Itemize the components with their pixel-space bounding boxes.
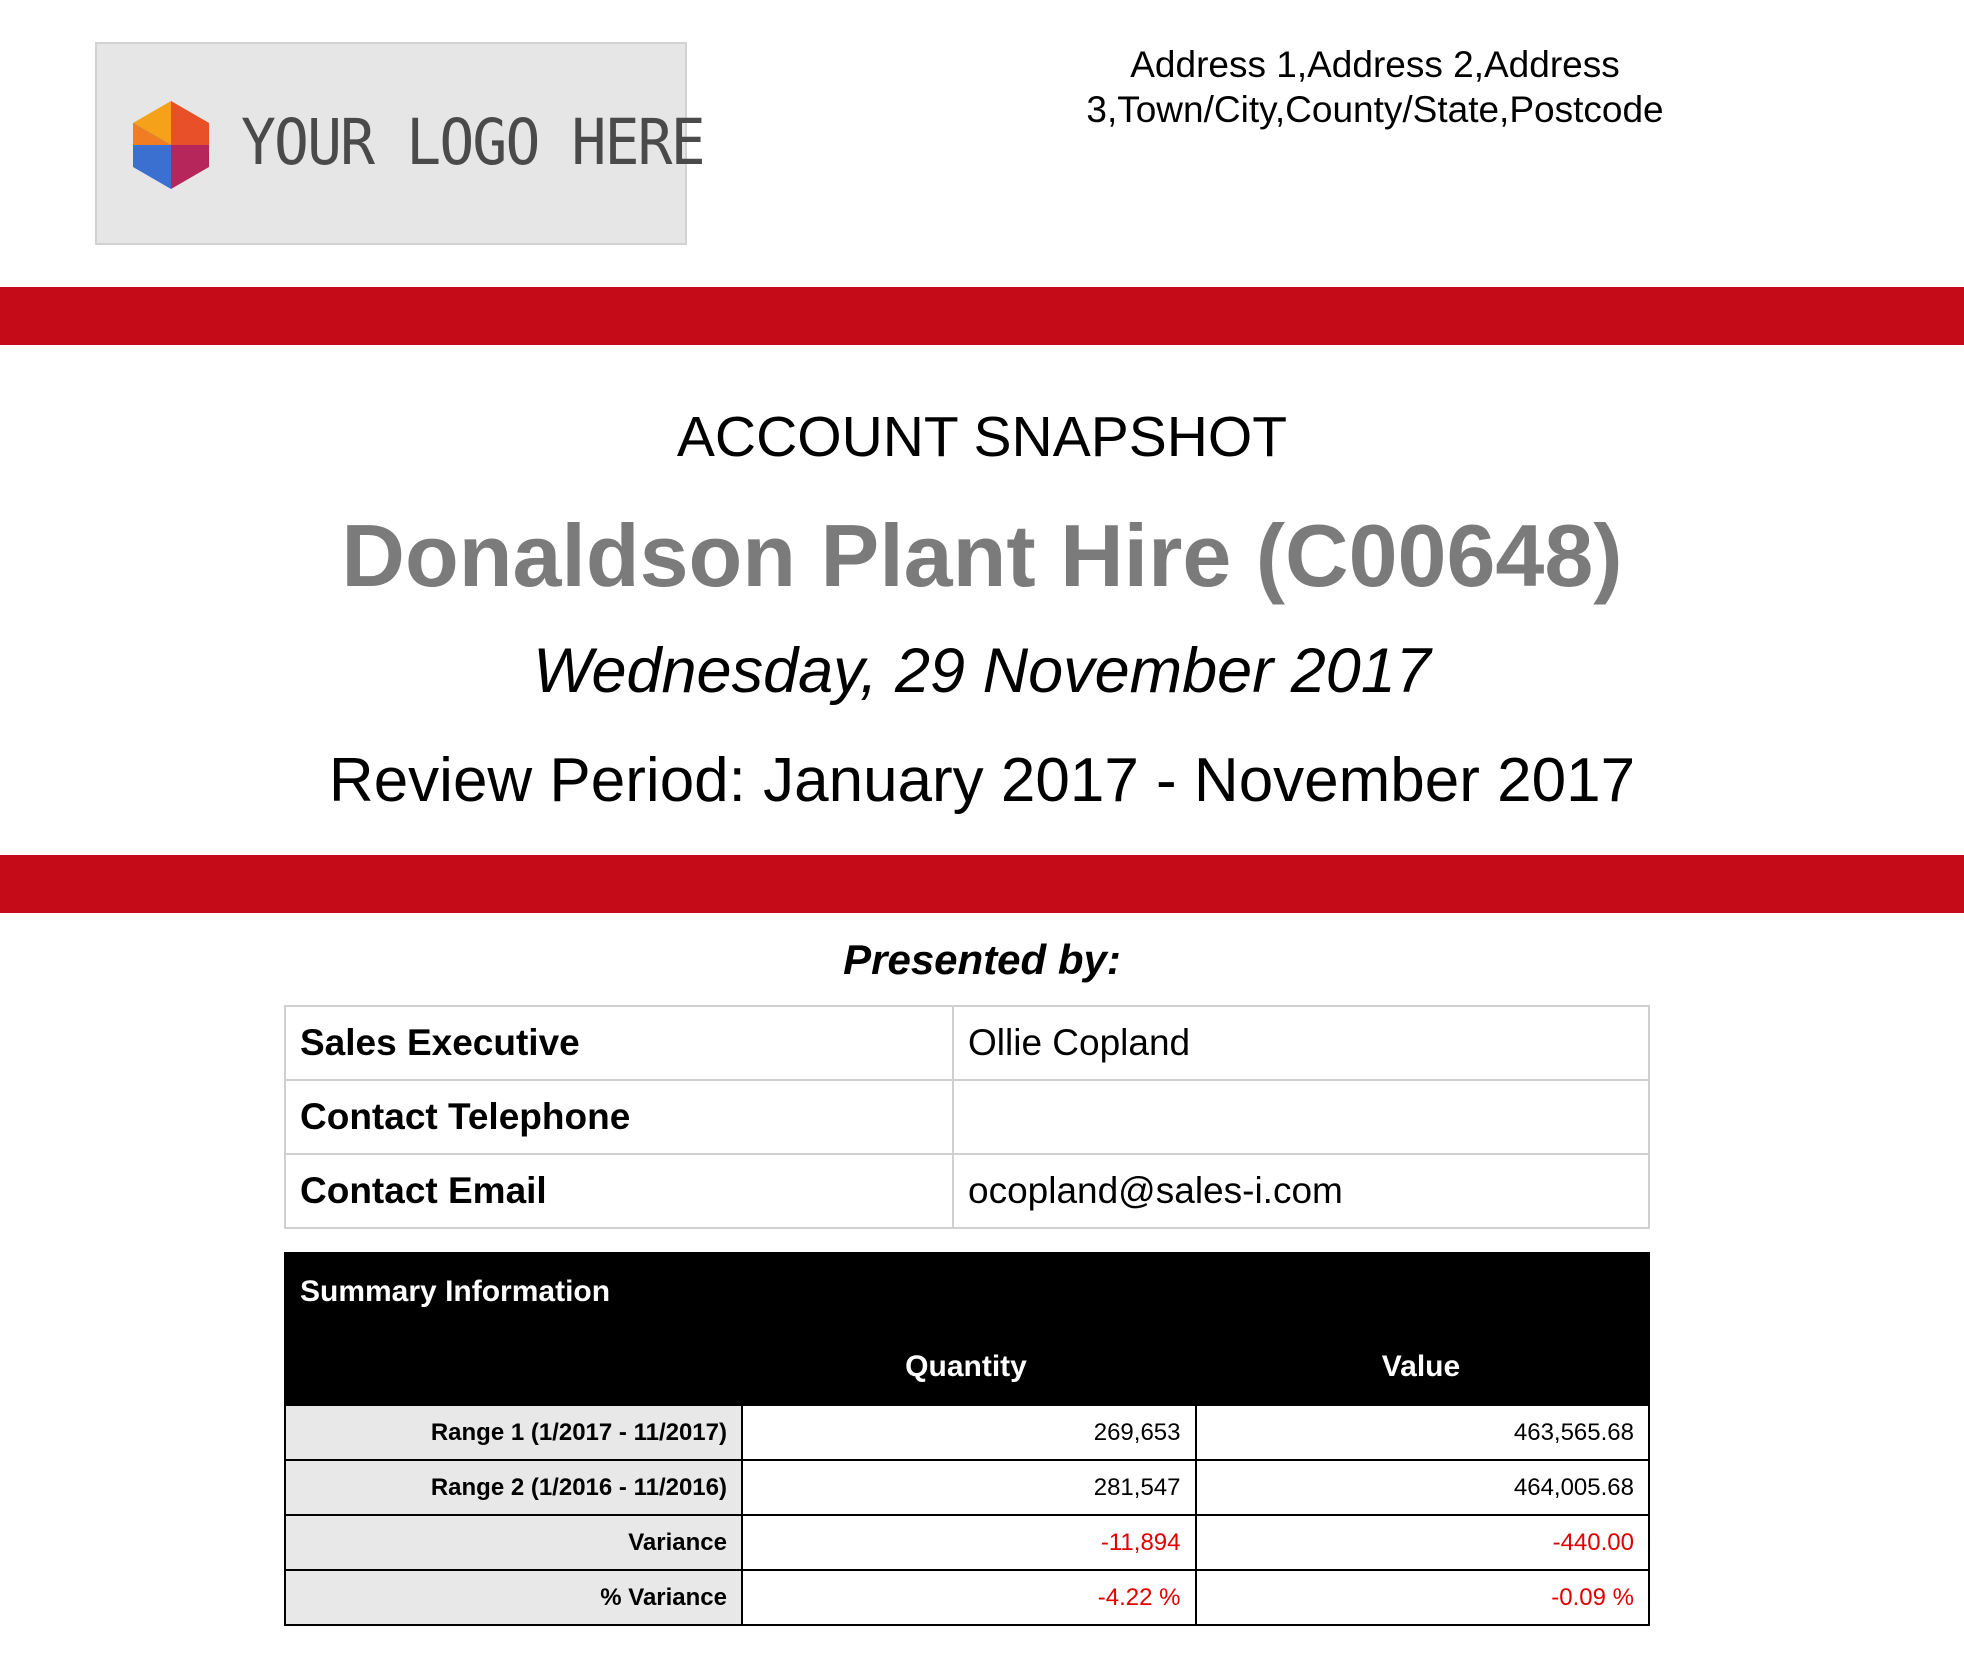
contact-telephone-label: Contact Telephone <box>285 1080 953 1154</box>
summary-title: Summary Information <box>300 1275 611 1308</box>
table-row <box>285 1570 1649 1625</box>
summary-header <box>284 1252 1650 1404</box>
value-cell: 463,565.68 <box>1196 1405 1650 1460</box>
presenter-contact-table <box>284 1005 1650 1229</box>
value-cell: -440.00 <box>1196 1515 1650 1570</box>
quantity-cell: 269,653 <box>742 1405 1196 1460</box>
summary-table <box>284 1404 1650 1626</box>
header-divider-band <box>0 287 1964 345</box>
value-column-header: Value <box>1381 1350 1461 1383</box>
quantity-cell: -4.22 % <box>742 1570 1196 1625</box>
document-title: ACCOUNT SNAPSHOT <box>676 405 1288 469</box>
row-label: Range 2 (1/2016 - 11/2016) <box>285 1460 742 1515</box>
customer-name: Donaldson Plant Hire (C00648) <box>341 506 1623 605</box>
row-label: Range 1 (1/2017 - 11/2017) <box>285 1405 742 1460</box>
quantity-column-header: Quantity <box>905 1350 1027 1383</box>
value-cell: -0.09 % <box>1196 1570 1650 1625</box>
table-row <box>285 1154 1649 1228</box>
sales-executive-label: Sales Executive <box>285 1006 953 1080</box>
logo-cube-icon <box>133 101 209 189</box>
company-logo <box>95 42 704 245</box>
report-date: Wednesday, 29 November 2017 <box>533 636 1431 706</box>
contact-telephone-value <box>953 1080 1649 1154</box>
contact-email-value: ocopland@sales-i.com <box>953 1154 1649 1228</box>
value-cell: 464,005.68 <box>1196 1460 1650 1515</box>
title-divider-band <box>0 855 1964 913</box>
row-label: Variance <box>285 1515 742 1570</box>
company-address: Address 1,Address 2,Address 3,Town/City,County/State,Postcode <box>1086 44 1664 130</box>
logo-text: YOUR LOGO HERE <box>241 106 704 179</box>
table-row <box>285 1515 1649 1570</box>
table-row <box>285 1460 1649 1515</box>
presented-by-heading: Presented by: <box>843 936 1121 983</box>
quantity-cell: -11,894 <box>742 1515 1196 1570</box>
table-row <box>285 1006 1649 1080</box>
table-row <box>285 1080 1649 1154</box>
review-period: Review Period: January 2017 - November 2017 <box>328 746 1636 815</box>
contact-email-label: Contact Email <box>285 1154 953 1228</box>
sales-executive-value: Ollie Copland <box>953 1006 1649 1080</box>
quantity-cell: 281,547 <box>742 1460 1196 1515</box>
row-label: % Variance <box>285 1570 742 1625</box>
table-row <box>285 1405 1649 1460</box>
